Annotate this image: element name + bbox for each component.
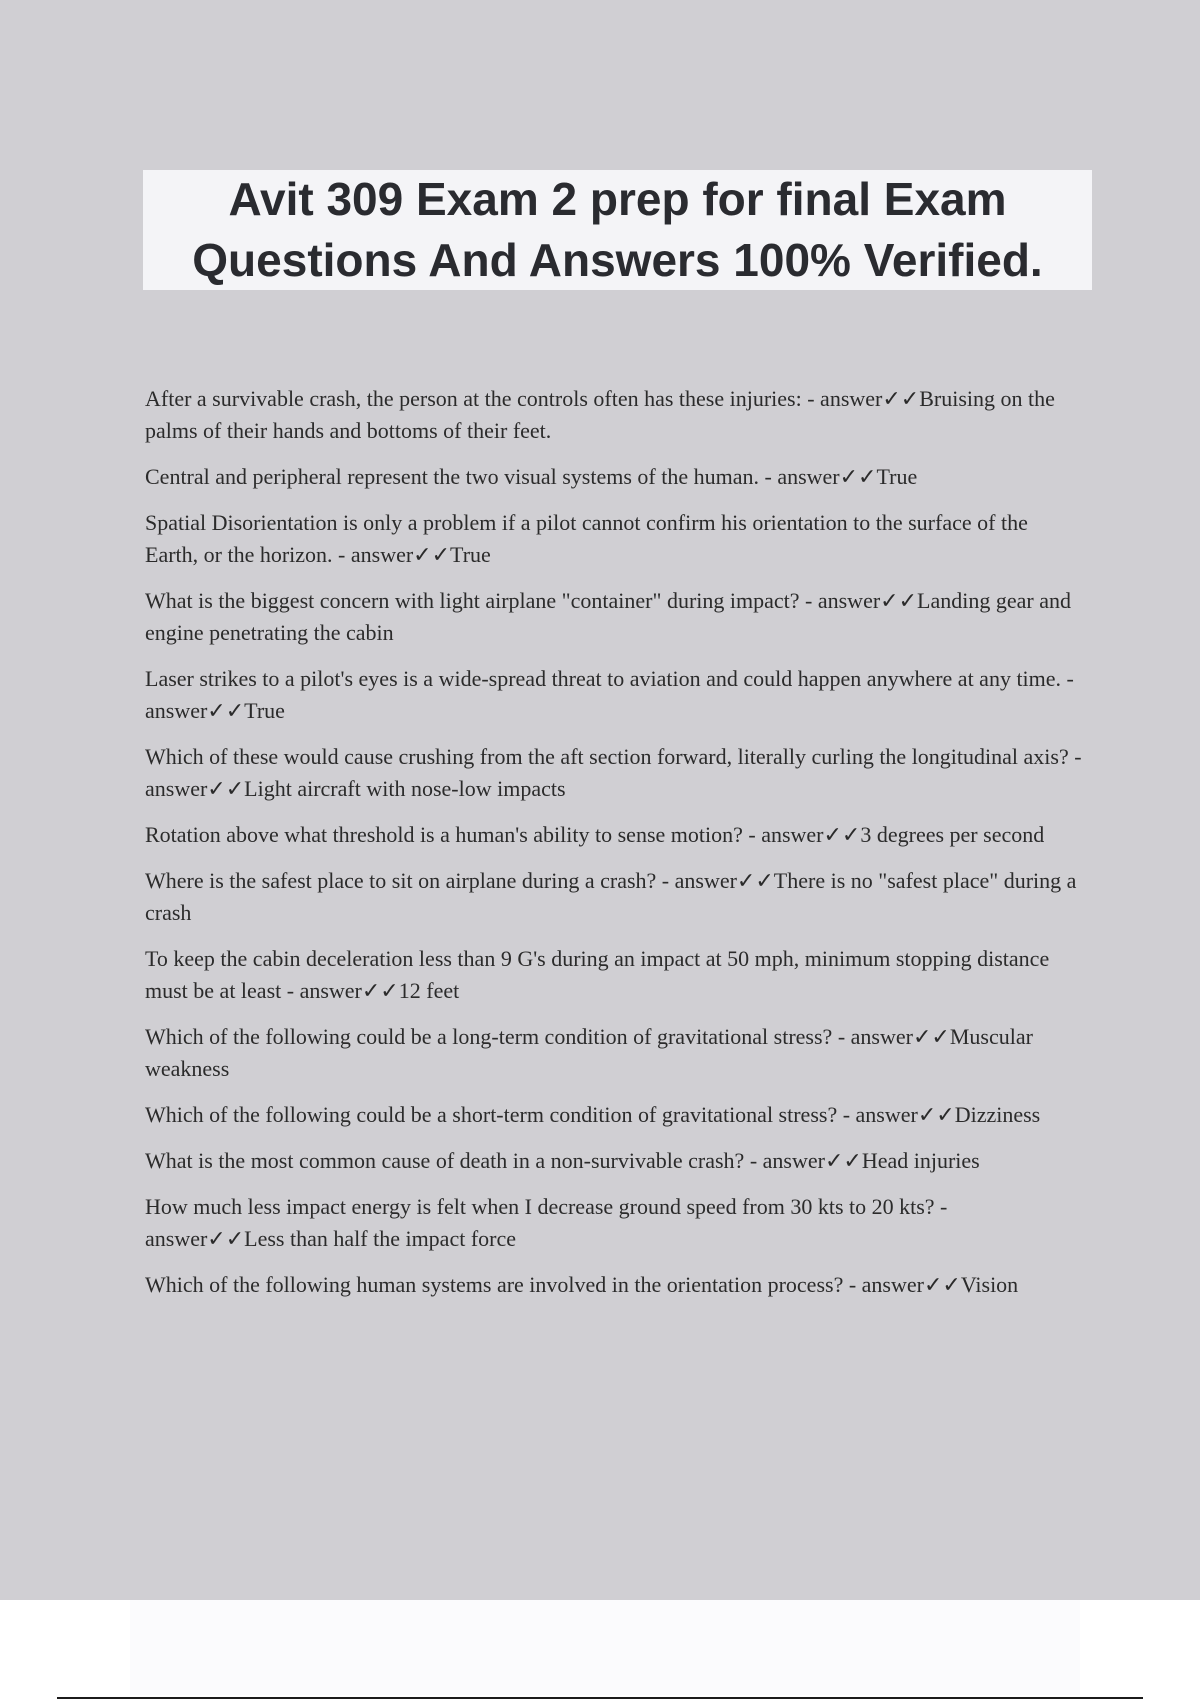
qa-item: Which of these would cause crushing from the aft section forward, literally curling the longitudinal axis? - answer✓✓Light aircraft with nose-low impacts bbox=[145, 744, 1082, 801]
qa-item: Which of the following human systems are involved in the orientation process? - answer✓✓Vision bbox=[145, 1272, 1019, 1297]
qa-item: Rotation above what threshold is a human's ability to sense motion? - answer✓✓3 degrees per second bbox=[145, 822, 1045, 847]
qa-item: After a survivable crash, the person at the controls often has these injuries: - answer✓✓Bruising on the palms of their hands and bottoms of their feet. bbox=[145, 386, 1055, 443]
qa-item: Which of the following could be a long-term condition of gravitational stress? - answer✓✓Muscular weakness bbox=[145, 1024, 1033, 1081]
title-box bbox=[143, 170, 1092, 290]
qa-item: How much less impact energy is felt when I decrease ground speed from 30 kts to 20 kts? - answer✓✓Less than half the impact force bbox=[145, 1194, 948, 1251]
qa-item: Spatial Disorientation is only a problem if a pilot cannot confirm his orientation to the surface of the Earth, or the horizon. - answer✓✓True bbox=[145, 510, 1028, 567]
document-title-line-1: Avit 309 Exam 2 prep for final Exam bbox=[228, 173, 1007, 225]
qa-item: What is the biggest concern with light airplane "container" during impact? - answer✓✓Landing gear and engine penetrating the cabin bbox=[145, 588, 1071, 645]
qa-item: Which of the following could be a short-term condition of gravitational stress? - answer✓✓Dizziness bbox=[145, 1102, 1041, 1127]
footer-strip bbox=[130, 1600, 1080, 1695]
question-answer-list bbox=[145, 383, 1085, 1315]
qa-item: Where is the safest place to sit on airplane during a crash? - answer✓✓There is no "safest place" during a crash bbox=[145, 868, 1077, 925]
qa-item: Laser strikes to a pilot's eyes is a wide-spread threat to aviation and could happen anywhere at any time. - answer✓✓True bbox=[145, 666, 1074, 723]
qa-item: To keep the cabin deceleration less than 9 G's during an impact at 50 mph, minimum stopping distance must be at least - answer✓✓12 feet bbox=[145, 946, 1050, 1003]
footer-divider bbox=[57, 1697, 1143, 1699]
document-title-line-2: Questions And Answers 100% Verified. bbox=[192, 234, 1043, 286]
qa-item: Central and peripheral represent the two visual systems of the human. - answer✓✓True bbox=[145, 464, 918, 489]
qa-item: What is the most common cause of death in a non-survivable crash? - answer✓✓Head injuries bbox=[145, 1148, 980, 1173]
